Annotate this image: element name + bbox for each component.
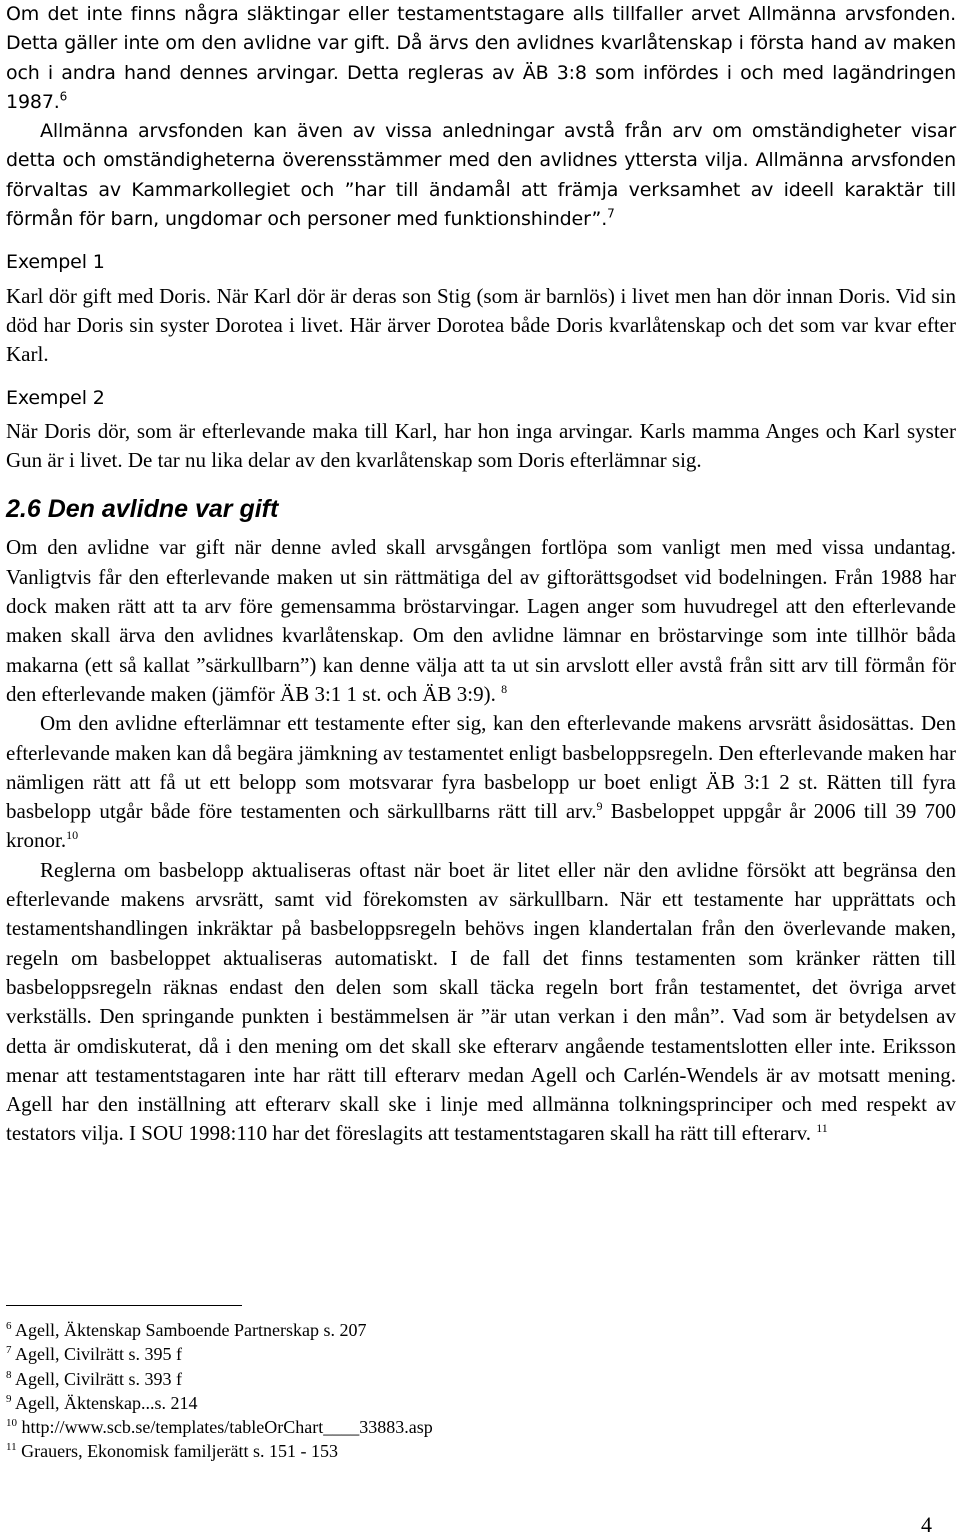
footnote (6, 1439, 706, 1463)
footnote-number: 8 (6, 1368, 12, 1381)
example-1-title: Exempel 1 (6, 251, 105, 274)
footnote (6, 1367, 706, 1391)
footnote-ref-7: 7 (607, 206, 615, 221)
section-heading: 2.6 Den avlidne var gift (6, 495, 279, 524)
paragraph-text: Om det inte finns några släktingar eller testamentstagare alls tillfaller arvet Allmänna arvsfonden. Detta gäller inte om den avlidne var gift. Då ärvs den avlidnes kvarlåtenskap i första hand av maken och i andra hand dennes arvingar. Detta regleras av ÄB 3:8 som infördes i och med lagändringen 1987. (6, 3, 956, 113)
paragraph-text: Om den avlidne var gift när denne avled skall arvsgången fortlöpa som vanligt men med vissa undantag. Vanligtvis får den efterlevande maken ut sin rättmätiga del av giftorättsgodset vid bodelningen. Från 1988 har dock maken rätt att ta arv före gemensamma bröstarvingar. Lagen anger som huvudregel att den efterlevande maken skall ärva den avlidnes kvarlåtenskap. Om den avlidne lämnar en bröstarvinge som inte tillhör båda makarna (ett så kallat ”särkullbarn”) kan denne välja att ta ut sin arvslott eller avstå från sitt arv till förmån för den efterlevande maken (jämför ÄB 3:1 1 st. och ÄB 3:9). (6, 535, 956, 706)
paragraph-text: Allmänna arvsfonden kan även av vissa anledningar avstå från arv om omständigheter visar detta och omständigheterna överensstämmer med den avlidnes yttersta vilja. Allmänna arvsfonden förvaltas av Kammarkollegiet och ”har till ändamål att främja verksamhet av ideell karaktär till förmån för barn, ungdomar och personer med funktionshinder”. (6, 120, 956, 231)
footnote-ref-10: 10 (66, 828, 79, 843)
paragraph-testamente (6, 709, 956, 855)
footnotes (6, 1305, 706, 1464)
footnote-ref-8: 8 (501, 681, 508, 696)
footnote (6, 1415, 706, 1439)
example-2-title: Exempel 2 (6, 386, 105, 409)
footnote-separator (6, 1305, 242, 1306)
paragraph-basbelopp (6, 856, 956, 1149)
paragraph-text: Basbeloppet uppgår år 2006 till 39 700 kronor. (6, 799, 957, 853)
footnote-text: Agell, Äktenskap...s. 214 (15, 1392, 198, 1413)
footnote-number: 10 (6, 1417, 17, 1430)
footnote-number: 11 (6, 1441, 17, 1454)
footnote-number: 6 (6, 1320, 12, 1332)
footnote-text: Agell, Äktenskap Samboende Partnerskap s. 207 (15, 1320, 367, 1340)
footnote (6, 1391, 706, 1415)
page-number: 4 (921, 1512, 932, 1537)
paragraph-text: Om den avlidne efterlämnar ett testamente efter sig, kan den efterlevande makens arvsrätt åsidosättas. Den efterlevande maken kan då begära jämkning av testamentet enligt basbeloppsregeln. Den efterlevande maken har nämligen rätt att få ut ett belopp som motsvarar fyra basbelopp ur boet enligt ÄB 3:1 2 st. Rätten till fyra basbelopp utgår både före testamenten och särkullbarns rätt till arv. (6, 711, 956, 824)
paragraph-arvsfonden (6, 0, 956, 117)
footnote-ref-6: 6 (59, 89, 68, 104)
footnote (6, 1342, 706, 1366)
paragraph-text: Reglerna om basbelopp aktualiseras oftast när boet är litet eller när den avlidne försökt att begränsa den efterlevande makens arvsrätt, samt vid förekomsten av särkullbarn. När ett testamente har upprättats och testamentshandlingen inkräktar på basbeloppsregeln behövs ingen klandertalan från den överlevande maken, regeln om basbeloppet aktualiseras automatiskt. I de fall det finns testamenten som kränker rätten till basbeloppsregeln räknas endast den delen som skall täcka regeln bort från testamentet, det övriga arvet verkställs. Den springande punkten i bestämmelsen är ”är utan verkan i den mån”. Vad som är betydelsen av detta är omdiskuterat, då i den mening om det skall ske efterarv angående testamentslotten eller inte. Eriksson menar att testamentstagaren inte har rätt till efterarv medan Agell och Carlén-Wendels är av motsatt mening. Agell har den inställning att efterarv skall ske i linje med allmänna tolkningsprinciper och med respekt av testators vilja. I SOU 1998:110 har det föreslagits att testamentstagaren skall ha rätt till efterarv. (6, 857, 956, 1146)
example-1-text: Karl dör gift med Doris. När Karl dör är deras son Stig (som är barnlös) i livet men han dör innan Doris. Vid sin död har Doris sin syster Dorotea i livet. Här ärver Dorotea både Doris kvarlåtenskap och det som var kvar efter Karl. (6, 283, 956, 367)
footnote-text: Grauers, Ekonomisk familjerätt s. 151 - 153 (21, 1441, 339, 1462)
footnote-text: Agell, Civilrätt s. 393 f (15, 1368, 182, 1389)
document-page (6, 0, 956, 1149)
example-2-text: När Doris dör, som är efterlevande maka till Karl, har hon inga arvingar. Karls mamma Anges och Karl syster Gun är i livet. De tar nu lika delar av den kvarlåtenskap som Doris efterlämnar sig. (6, 418, 956, 473)
footnote-number: 9 (6, 1392, 12, 1405)
footnote-link[interactable]: http://www.scb.se/templates/tableOrChart____33883.asp (21, 1417, 433, 1438)
footnote (6, 1318, 706, 1342)
footnote-ref-9: 9 (596, 799, 603, 814)
paragraph-allmanna-arvsfonden (6, 117, 956, 234)
footnote-number: 7 (6, 1344, 12, 1357)
footnote-text: Agell, Civilrätt s. 395 f (15, 1344, 182, 1365)
paragraph-gift (6, 533, 956, 709)
footnote-ref-11: 11 (816, 1121, 828, 1136)
